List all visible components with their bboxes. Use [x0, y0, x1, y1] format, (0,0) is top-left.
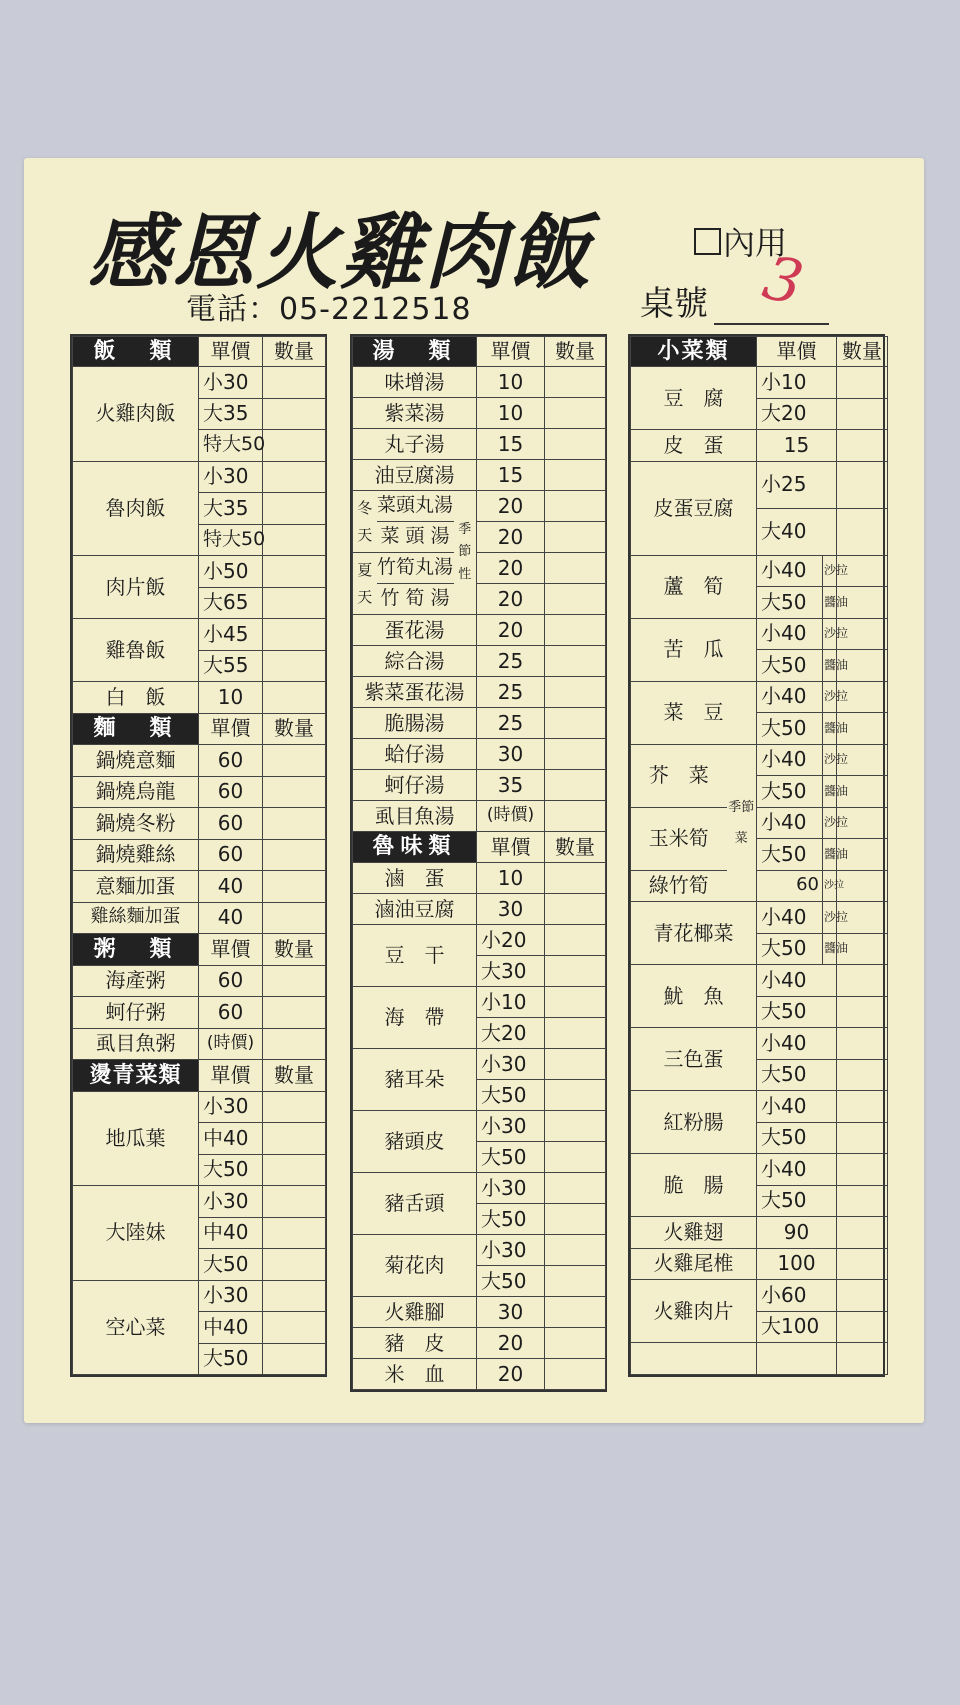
item-bamboo-soup: 竹 筍 湯: [377, 584, 454, 615]
dine-in-checkbox[interactable]: [694, 228, 721, 255]
qty-cell[interactable]: [545, 646, 606, 677]
price: 10: [477, 398, 545, 429]
price-small: 小40: [757, 1154, 837, 1186]
price: 20: [477, 491, 545, 522]
qty-cell[interactable]: [837, 1217, 888, 1249]
qty-cell[interactable]: [837, 398, 888, 430]
item-noodle: 鍋燒烏龍: [73, 776, 199, 808]
price: 15: [757, 430, 837, 462]
qty-cell[interactable]: [263, 745, 326, 777]
price-large: 大50: [757, 650, 823, 682]
qty-cell[interactable]: [545, 1018, 606, 1049]
item-lu: 米 血: [353, 1359, 477, 1390]
price-large: 大50: [477, 1080, 545, 1111]
qty-cell[interactable]: [837, 1154, 888, 1186]
sauce-salad: 沙拉: [823, 618, 837, 650]
qty-cell[interactable]: [545, 1080, 606, 1111]
item-noodle: 意麵加蛋: [73, 871, 199, 903]
price-small: 小45: [199, 619, 263, 651]
price-small: 小50: [199, 556, 263, 588]
item-pig-tongue: 豬舌頭: [353, 1173, 477, 1235]
price-large: 大40: [757, 508, 837, 555]
price: 15: [477, 429, 545, 460]
price-medium: 中40: [199, 1312, 263, 1344]
price: 40: [199, 902, 263, 934]
item-noodle: 雞絲麵加蛋: [73, 902, 199, 934]
price-small: 小40: [757, 965, 837, 997]
qty-header: 數量: [837, 337, 888, 367]
item-soup: 綜合湯: [353, 646, 477, 677]
category-header-sides: 小菜類: [631, 337, 757, 367]
qty-cell[interactable]: [837, 1311, 888, 1343]
menu-table-3: [630, 336, 888, 1375]
price: 25: [477, 677, 545, 708]
price-small: 小40: [757, 681, 823, 713]
label-seasonal-veg: 季節菜: [727, 744, 757, 902]
item-asparagus: 蘆 筍: [631, 555, 757, 618]
price-small: 小60: [757, 1280, 837, 1312]
price: 60: [199, 808, 263, 840]
price-large: 大35: [199, 493, 263, 525]
item-pig-ear: 豬耳朵: [353, 1049, 477, 1111]
item-soup: 虱目魚湯: [353, 801, 477, 832]
item-red-sausage: 紅粉腸: [631, 1091, 757, 1154]
price-large: 大20: [477, 1018, 545, 1049]
item-pig-head-skin: 豬頭皮: [353, 1111, 477, 1173]
price-small: 小40: [757, 902, 823, 934]
qty-cell[interactable]: [263, 619, 326, 651]
item-turkey-slices: 火雞肉片: [631, 1280, 757, 1343]
qty-cell[interactable]: [545, 615, 606, 646]
item-chrysanthemum-meat: 菊花肉: [353, 1235, 477, 1297]
item-noodle: 鍋燒雞絲: [73, 839, 199, 871]
qty-cell[interactable]: [837, 461, 888, 508]
column-rice-noodles: [70, 334, 327, 1377]
price-large: 大50: [757, 713, 823, 745]
price-small: 小30: [477, 1173, 545, 1204]
qty-cell[interactable]: [545, 367, 606, 398]
table-number-label: 桌號: [640, 284, 708, 324]
item-dalumei: 大陸妹: [73, 1186, 199, 1281]
qty-cell[interactable]: [263, 524, 326, 556]
price-header: 單價: [757, 337, 837, 367]
price-small: 小40: [757, 807, 823, 839]
price-small: 小30: [477, 1235, 545, 1266]
item-soup: 蛤仔湯: [353, 739, 477, 770]
price: 20: [477, 553, 545, 584]
qty-cell[interactable]: [545, 677, 606, 708]
price-small: 小20: [477, 925, 545, 956]
price: 20: [477, 584, 545, 615]
handwritten-table-number: 3: [757, 242, 810, 320]
sauce-soy: 醬油: [823, 650, 837, 682]
qty-cell[interactable]: [263, 997, 326, 1029]
qty-cell[interactable]: [545, 1235, 606, 1266]
column-side-dishes: [628, 334, 885, 1377]
qty-cell[interactable]: [545, 398, 606, 429]
qty-cell[interactable]: [545, 1359, 606, 1390]
price-small: 小30: [477, 1049, 545, 1080]
item-noodle: 鍋燒冬粉: [73, 808, 199, 840]
price-small: 小25: [757, 461, 837, 508]
sauce-soy: 醬油: [823, 713, 837, 745]
price: 60: [199, 965, 263, 997]
item-noodle: 鍋燒意麵: [73, 745, 199, 777]
item-soup: 油豆腐湯: [353, 460, 477, 491]
price-large: 大50: [199, 1249, 263, 1281]
qty-cell[interactable]: [263, 871, 326, 903]
item-bamboo-ball-soup: 竹筍丸湯: [377, 553, 454, 584]
item-soup: 味增湯: [353, 367, 477, 398]
item-pork-slice-rice: 肉片飯: [73, 556, 199, 619]
price-small: 小40: [757, 1028, 837, 1060]
category-header-noodles: 麵 類: [73, 713, 199, 745]
price: 20: [477, 1328, 545, 1359]
qty-cell[interactable]: [837, 965, 888, 997]
qty-header: 數量: [263, 1060, 326, 1092]
blank-cell: [757, 1343, 837, 1375]
restaurant-name: 感恩火雞肉飯: [88, 206, 592, 301]
qty-cell[interactable]: [263, 1249, 326, 1281]
price-large: 大50: [199, 1154, 263, 1186]
qty-cell[interactable]: [545, 1173, 606, 1204]
qty-header: 數量: [263, 934, 326, 966]
price-large: 大50: [757, 1122, 837, 1154]
qty-cell[interactable]: [263, 430, 326, 462]
qty-cell[interactable]: [263, 808, 326, 840]
price-header: 單價: [477, 337, 545, 367]
item-dried-tofu: 豆 干: [353, 925, 477, 987]
item-soup: 丸子湯: [353, 429, 477, 460]
sauce-soy: 醬油: [823, 776, 837, 808]
qty-header: 數量: [545, 832, 606, 863]
item-turkey-wing: 火雞翅: [631, 1217, 757, 1249]
sauce-salad: 沙拉: [823, 744, 837, 776]
item-braised-pork-rice: 魯肉飯: [73, 461, 199, 556]
price-small: 小40: [757, 618, 823, 650]
item-tofu: 豆 腐: [631, 367, 757, 430]
qty-cell[interactable]: [545, 1266, 606, 1297]
price-header: 單價: [199, 1060, 263, 1092]
qty-cell[interactable]: [545, 1111, 606, 1142]
item-soup: 脆腸湯: [353, 708, 477, 739]
price: 30: [477, 739, 545, 770]
item-broccoli: 青花椰菜: [631, 902, 757, 965]
price: 40: [199, 871, 263, 903]
qty-cell[interactable]: [837, 1122, 888, 1154]
price-large: 大50: [757, 933, 823, 965]
qty-cell[interactable]: [837, 1091, 888, 1123]
qty-cell[interactable]: [263, 1154, 326, 1186]
price-large: 大55: [199, 650, 263, 682]
label-seasonal: 季節性: [454, 491, 477, 615]
price-small: 小30: [199, 1091, 263, 1123]
price-large: 大20: [757, 398, 837, 430]
category-header-vegetables: 燙青菜類: [73, 1060, 199, 1092]
qty-cell[interactable]: [837, 430, 888, 462]
price: (時價): [199, 1028, 263, 1060]
item-century-egg: 皮 蛋: [631, 430, 757, 462]
price-large: 大50: [199, 1343, 263, 1375]
menu-table-1: [72, 336, 326, 1375]
qty-cell[interactable]: [263, 556, 326, 588]
qty-cell[interactable]: [263, 1186, 326, 1218]
sauce-soy: 醬油: [823, 839, 837, 871]
qty-cell[interactable]: [263, 461, 326, 493]
item-soup: 紫菜湯: [353, 398, 477, 429]
qty-cell[interactable]: [263, 902, 326, 934]
price-extra-large: 特大50: [199, 524, 263, 556]
price-header: 單價: [199, 934, 263, 966]
price: 60: [199, 776, 263, 808]
qty-cell[interactable]: [545, 584, 606, 615]
qty-cell[interactable]: [545, 708, 606, 739]
price-small: 小40: [757, 1091, 837, 1123]
price-medium: 中40: [199, 1217, 263, 1249]
item-porridge: 蚵仔粥: [73, 997, 199, 1029]
item-squid: 魷 魚: [631, 965, 757, 1028]
category-header-porridge: 粥 類: [73, 934, 199, 966]
price: 30: [477, 894, 545, 925]
price: 10: [199, 682, 263, 714]
item-soup: 蛋花湯: [353, 615, 477, 646]
sauce-salad: 沙拉: [823, 902, 837, 934]
category-header-lu: 魯味類: [353, 832, 477, 863]
item-three-color-egg: 三色蛋: [631, 1028, 757, 1091]
qty-cell[interactable]: [545, 770, 606, 801]
item-mustard-greens: 芥 菜: [631, 744, 727, 807]
price-large: 大30: [477, 956, 545, 987]
price-large: 大100: [757, 1311, 837, 1343]
sauce-salad: 沙拉: [823, 681, 837, 713]
price-large: 大50: [757, 1059, 837, 1091]
item-radish-soup: 菜 頭 湯: [377, 522, 454, 553]
item-baby-corn: 玉米筍: [631, 807, 727, 870]
qty-cell[interactable]: [837, 1185, 888, 1217]
qty-cell[interactable]: [545, 491, 606, 522]
price: 35: [477, 770, 545, 801]
price-large: 大50: [757, 1185, 837, 1217]
qty-cell[interactable]: [545, 553, 606, 584]
price-large: 大35: [199, 398, 263, 430]
price-large: 大50: [477, 1204, 545, 1235]
menu-table-2: [352, 336, 606, 1390]
qty-cell[interactable]: [837, 870, 888, 902]
category-header-rice: 飯 類: [73, 337, 199, 367]
phone-number: 電話：05-2212518: [186, 292, 472, 327]
qty-cell[interactable]: [545, 522, 606, 553]
qty-cell[interactable]: [545, 1297, 606, 1328]
qty-cell[interactable]: [545, 801, 606, 832]
qty-cell[interactable]: [837, 996, 888, 1028]
qty-cell[interactable]: [263, 1123, 326, 1155]
qty-cell[interactable]: [263, 587, 326, 619]
item-lu: 滷油豆腐: [353, 894, 477, 925]
qty-cell[interactable]: [837, 1280, 888, 1312]
qty-cell[interactable]: [263, 1028, 326, 1060]
qty-cell[interactable]: [263, 776, 326, 808]
item-lu: 豬 皮: [353, 1328, 477, 1359]
item-century-egg-tofu: 皮蛋豆腐: [631, 461, 757, 555]
qty-cell[interactable]: [545, 1328, 606, 1359]
qty-header: 數量: [263, 337, 326, 367]
item-porridge: 海產粥: [73, 965, 199, 997]
price-large: 大65: [199, 587, 263, 619]
qty-cell[interactable]: [545, 1049, 606, 1080]
qty-cell[interactable]: [263, 493, 326, 525]
qty-cell[interactable]: [545, 863, 606, 894]
price: 20: [477, 615, 545, 646]
price: 60: [757, 870, 823, 902]
qty-header: 數量: [263, 713, 326, 745]
qty-cell[interactable]: [545, 956, 606, 987]
qty-cell[interactable]: [545, 894, 606, 925]
qty-cell[interactable]: [263, 1217, 326, 1249]
qty-header: 數量: [545, 337, 606, 367]
qty-cell[interactable]: [263, 650, 326, 682]
price: 60: [199, 997, 263, 1029]
price-large: 大50: [757, 996, 837, 1028]
price-large: 大50: [477, 1142, 545, 1173]
item-white-rice: 白 飯: [73, 682, 199, 714]
qty-cell[interactable]: [263, 1312, 326, 1344]
qty-cell[interactable]: [545, 460, 606, 491]
item-water-spinach: 空心菜: [73, 1280, 199, 1375]
sauce-soy: 醬油: [823, 933, 837, 965]
label-winter: 冬天: [353, 491, 377, 553]
price-small: 小10: [477, 987, 545, 1018]
sauce-salad: 沙拉: [823, 555, 837, 587]
price-small: 小30: [199, 461, 263, 493]
price: 25: [477, 708, 545, 739]
item-radish-ball-soup: 菜頭丸湯: [377, 491, 454, 522]
price-small: 小30: [477, 1111, 545, 1142]
price-header: 單價: [199, 337, 263, 367]
qty-cell[interactable]: [545, 739, 606, 770]
qty-cell[interactable]: [263, 965, 326, 997]
price-large: 大50: [757, 839, 823, 871]
price-small: 小30: [199, 367, 263, 399]
price-large: 大50: [757, 776, 823, 808]
price-large: 大50: [757, 587, 823, 619]
price-large: 大50: [477, 1266, 545, 1297]
item-sweet-potato-leaves: 地瓜葉: [73, 1091, 199, 1186]
qty-cell[interactable]: [263, 367, 326, 399]
item-porridge: 虱目魚粥: [73, 1028, 199, 1060]
price-small: 小10: [757, 367, 837, 399]
order-sheet: [24, 158, 924, 1423]
price: 30: [477, 1297, 545, 1328]
item-kelp: 海 帶: [353, 987, 477, 1049]
item-lu: 滷 蛋: [353, 863, 477, 894]
price: 60: [199, 745, 263, 777]
item-turkey-rice: 火雞肉飯: [73, 367, 199, 462]
qty-cell[interactable]: [263, 682, 326, 714]
qty-cell[interactable]: [545, 429, 606, 460]
item-crispy-intestine: 脆 腸: [631, 1154, 757, 1217]
qty-cell[interactable]: [837, 1343, 888, 1375]
price: 10: [477, 367, 545, 398]
price: 100: [757, 1248, 837, 1280]
qty-cell[interactable]: [545, 987, 606, 1018]
qty-cell[interactable]: [263, 398, 326, 430]
price-header: 單價: [199, 713, 263, 745]
price-small: 小30: [199, 1186, 263, 1218]
qty-cell[interactable]: [545, 1142, 606, 1173]
item-green-bamboo: 綠竹筍: [631, 870, 727, 902]
price: 90: [757, 1217, 837, 1249]
price: 15: [477, 460, 545, 491]
price-header: 單價: [477, 832, 545, 863]
qty-cell[interactable]: [837, 508, 888, 555]
qty-cell[interactable]: [837, 1248, 888, 1280]
qty-cell[interactable]: [263, 1343, 326, 1375]
price: (時價): [477, 801, 545, 832]
qty-cell[interactable]: [263, 839, 326, 871]
qty-cell[interactable]: [263, 1091, 326, 1123]
sauce-salad: 沙拉: [823, 870, 837, 902]
sauce-soy: 醬油: [823, 587, 837, 619]
price: 10: [477, 863, 545, 894]
qty-cell[interactable]: [837, 1028, 888, 1060]
category-header-soups: 湯 類: [353, 337, 477, 367]
item-soup: 蚵仔湯: [353, 770, 477, 801]
item-lu: 火雞腳: [353, 1297, 477, 1328]
sauce-salad: 沙拉: [823, 807, 837, 839]
price: 20: [477, 522, 545, 553]
price-small: 小40: [757, 555, 823, 587]
dine-in-label: 內用: [723, 224, 788, 262]
qty-cell[interactable]: [837, 367, 888, 399]
item-turkey-tail: 火雞尾椎: [631, 1248, 757, 1280]
price: 25: [477, 646, 545, 677]
price-extra-large: 特大50: [199, 430, 263, 462]
item-bitter-melon: 苦 瓜: [631, 618, 757, 681]
price-small: 小30: [199, 1280, 263, 1312]
label-summer: 夏天: [353, 553, 377, 615]
item-chicken-braised-rice: 雞魯飯: [73, 619, 199, 682]
item-soup: 紫菜蛋花湯: [353, 677, 477, 708]
column-soups-lu: [350, 334, 607, 1392]
price: 20: [477, 1359, 545, 1390]
qty-cell[interactable]: [545, 925, 606, 956]
blank-cell: [631, 1343, 757, 1375]
qty-cell[interactable]: [263, 1280, 326, 1312]
price: 60: [199, 839, 263, 871]
item-long-bean: 菜 豆: [631, 681, 757, 744]
qty-cell[interactable]: [837, 1059, 888, 1091]
price-medium: 中40: [199, 1123, 263, 1155]
price-small: 小40: [757, 744, 823, 776]
qty-cell[interactable]: [545, 1204, 606, 1235]
